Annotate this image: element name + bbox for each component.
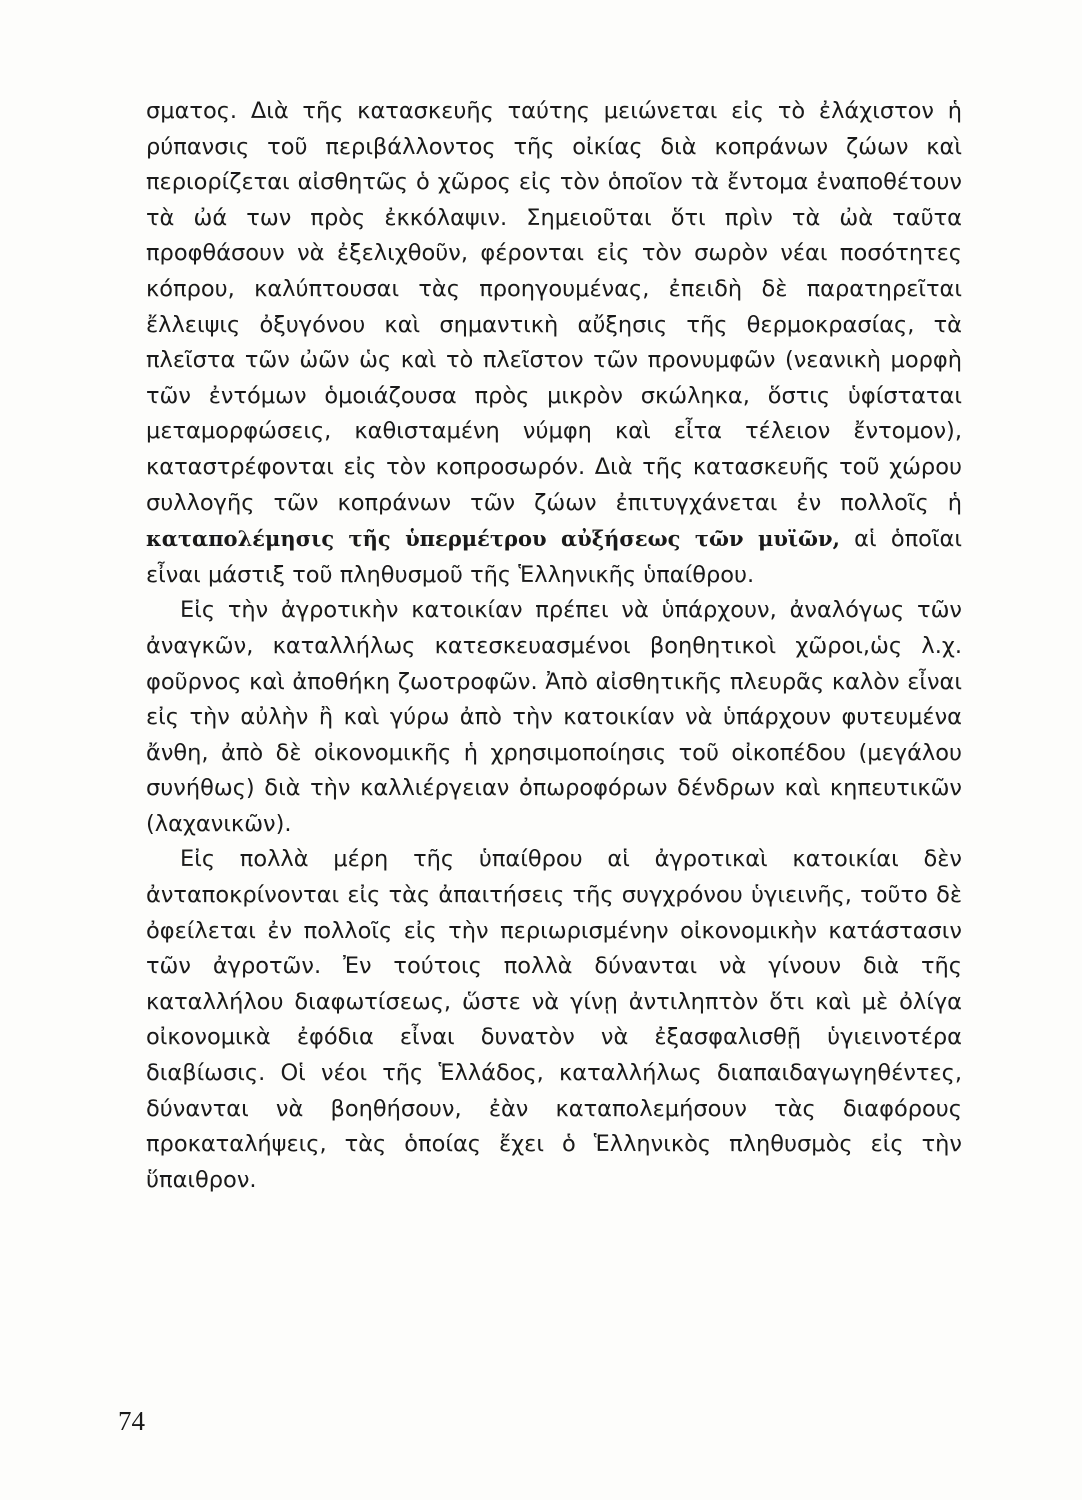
paragraph-1-after: αἱ ὁποῖαι εἶναι μάστιξ τοῦ πληθυσμοῦ τῆς Ἑλληνικῆς ὑπαίθρου. (146, 526, 962, 588)
paragraph-2: Εἰς τὴν ἀγροτικὴν κατοικίαν πρέπει νὰ ὑπάρχουν, ἀναλόγως τῶν ἀναγκῶν, καταλλήλως κατεσκευασμένοι βοηθητικοὶ χῶροι,ὡς λ.χ. φοῦρνος καὶ ἀποθήκη ζωοτροφῶν. Ἀπὸ αἰσθητικῆς πλευρᾶς καλὸν εἶναι εἰς τὴν αὐλὴν ἢ καὶ γύρω ἀπὸ τὴν κατοικίαν νὰ ὑπάρχουν φυτευμένα ἄνθη, ἀπὸ δὲ οἰκονομικῆς ἡ χρησιμοποίησις τοῦ οἰκοπέδου (μεγάλου συνήθως) διὰ τὴν καλλιέργειαν ὀπωροφόρων δένδρων καὶ κηπευτικῶν (λαχανικῶν). (146, 597, 962, 837)
page-number: 74 (118, 1406, 145, 1436)
emphasized-phrase: καταπολέμησις τῆς ὑπερμέτρου αὐξήσεως τῶν μυϊῶν, (146, 526, 840, 552)
paragraph-1 (146, 94, 962, 593)
paragraph-1-before: σματος. Διὰ τῆς κατασκευῆς ταύτης μειώνεται εἰς τὸ ἐλάχιστον ἡ ρύπανσις τοῦ περιβάλλοντος τῆς οἰκίας διὰ κοπράνων ζώων καὶ περιορίζεται αἰσθητῶς ὁ χῶρος εἰς τὸν ὁποῖον τὰ ἔντομα ἐναποθέτουν τὰ ὠά των πρὸς ἐκκόλαψιν. Σημειοῦται ὅτι πρὶν τὰ ὠὰ ταῦτα προφθάσουν νὰ ἐξελιχθοῦν, φέρονται εἰς τὸν σωρὸν νέαι ποσότητες κόπρου, καλύπτουσαι τὰς προηγουμένας, ἐπειδὴ δὲ παρατηρεῖται ἔλλειψις ὀξυγόνου καὶ σημαντικὴ αὔξησις τῆς θερμοκρασίας, τὰ πλεῖστα τῶν ὠῶν ὡς καὶ τὸ πλεῖστον τῶν προνυμφῶν (νεανικὴ μορφὴ τῶν ἐντόμων ὁμοιάζουσα πρὸς μικρὸν σκώληκα, ὅστις ὑφίσταται μεταμορφώσεις, καθισταμένη νύμφη καὶ εἶτα τέλειον ἔντομον), καταστρέφονται εἰς τὸν κοπροσωρόν. Διὰ τῆς κατασκευῆς τοῦ χώρου συλλογῆς τῶν κοπράνων τῶν ζώων ἐπιτυγχάνεται ἐν πολλοῖς ἡ (146, 98, 962, 516)
body-text (146, 94, 962, 1198)
paragraph-3: Εἰς πολλὰ μέρη τῆς ὑπαίθρου αἱ ἀγροτικαὶ κατοικίαι δὲν ἀνταποκρίνονται εἰς τὰς ἀπαιτήσεις τῆς συγχρόνου ὑγιεινῆς, τοῦτο δὲ ὀφείλεται ἐν πολλοῖς εἰς τὴν περιωρισμένην οἰκονομικὴν κατάστασιν τῶν ἀγροτῶν. Ἐν τούτοις πολλὰ δύνανται νὰ γίνουν διὰ τῆς καταλλήλου διαφωτίσεως, ὥστε νὰ γίνῃ ἀντιληπτὸν ὅτι καὶ μὲ ὀλίγα οἰκονομικὰ ἐφόδια εἶναι δυνατὸν νὰ ἐξασφαλισθῇ ὑγιεινοτέρα διαβίωσις. Οἱ νέοι τῆς Ἑλλάδος, καταλλήλως διαπαιδαγωγηθέντες, δύνανται νὰ βοηθήσουν, ἐὰν καταπολεμήσουν τὰς διαφόρους προκαταλήψεις, τὰς ὁποίας ἔχει ὁ Ἑλληνικὸς πληθυσμὸς εἰς τὴν ὕπαιθρον. (146, 846, 962, 1193)
